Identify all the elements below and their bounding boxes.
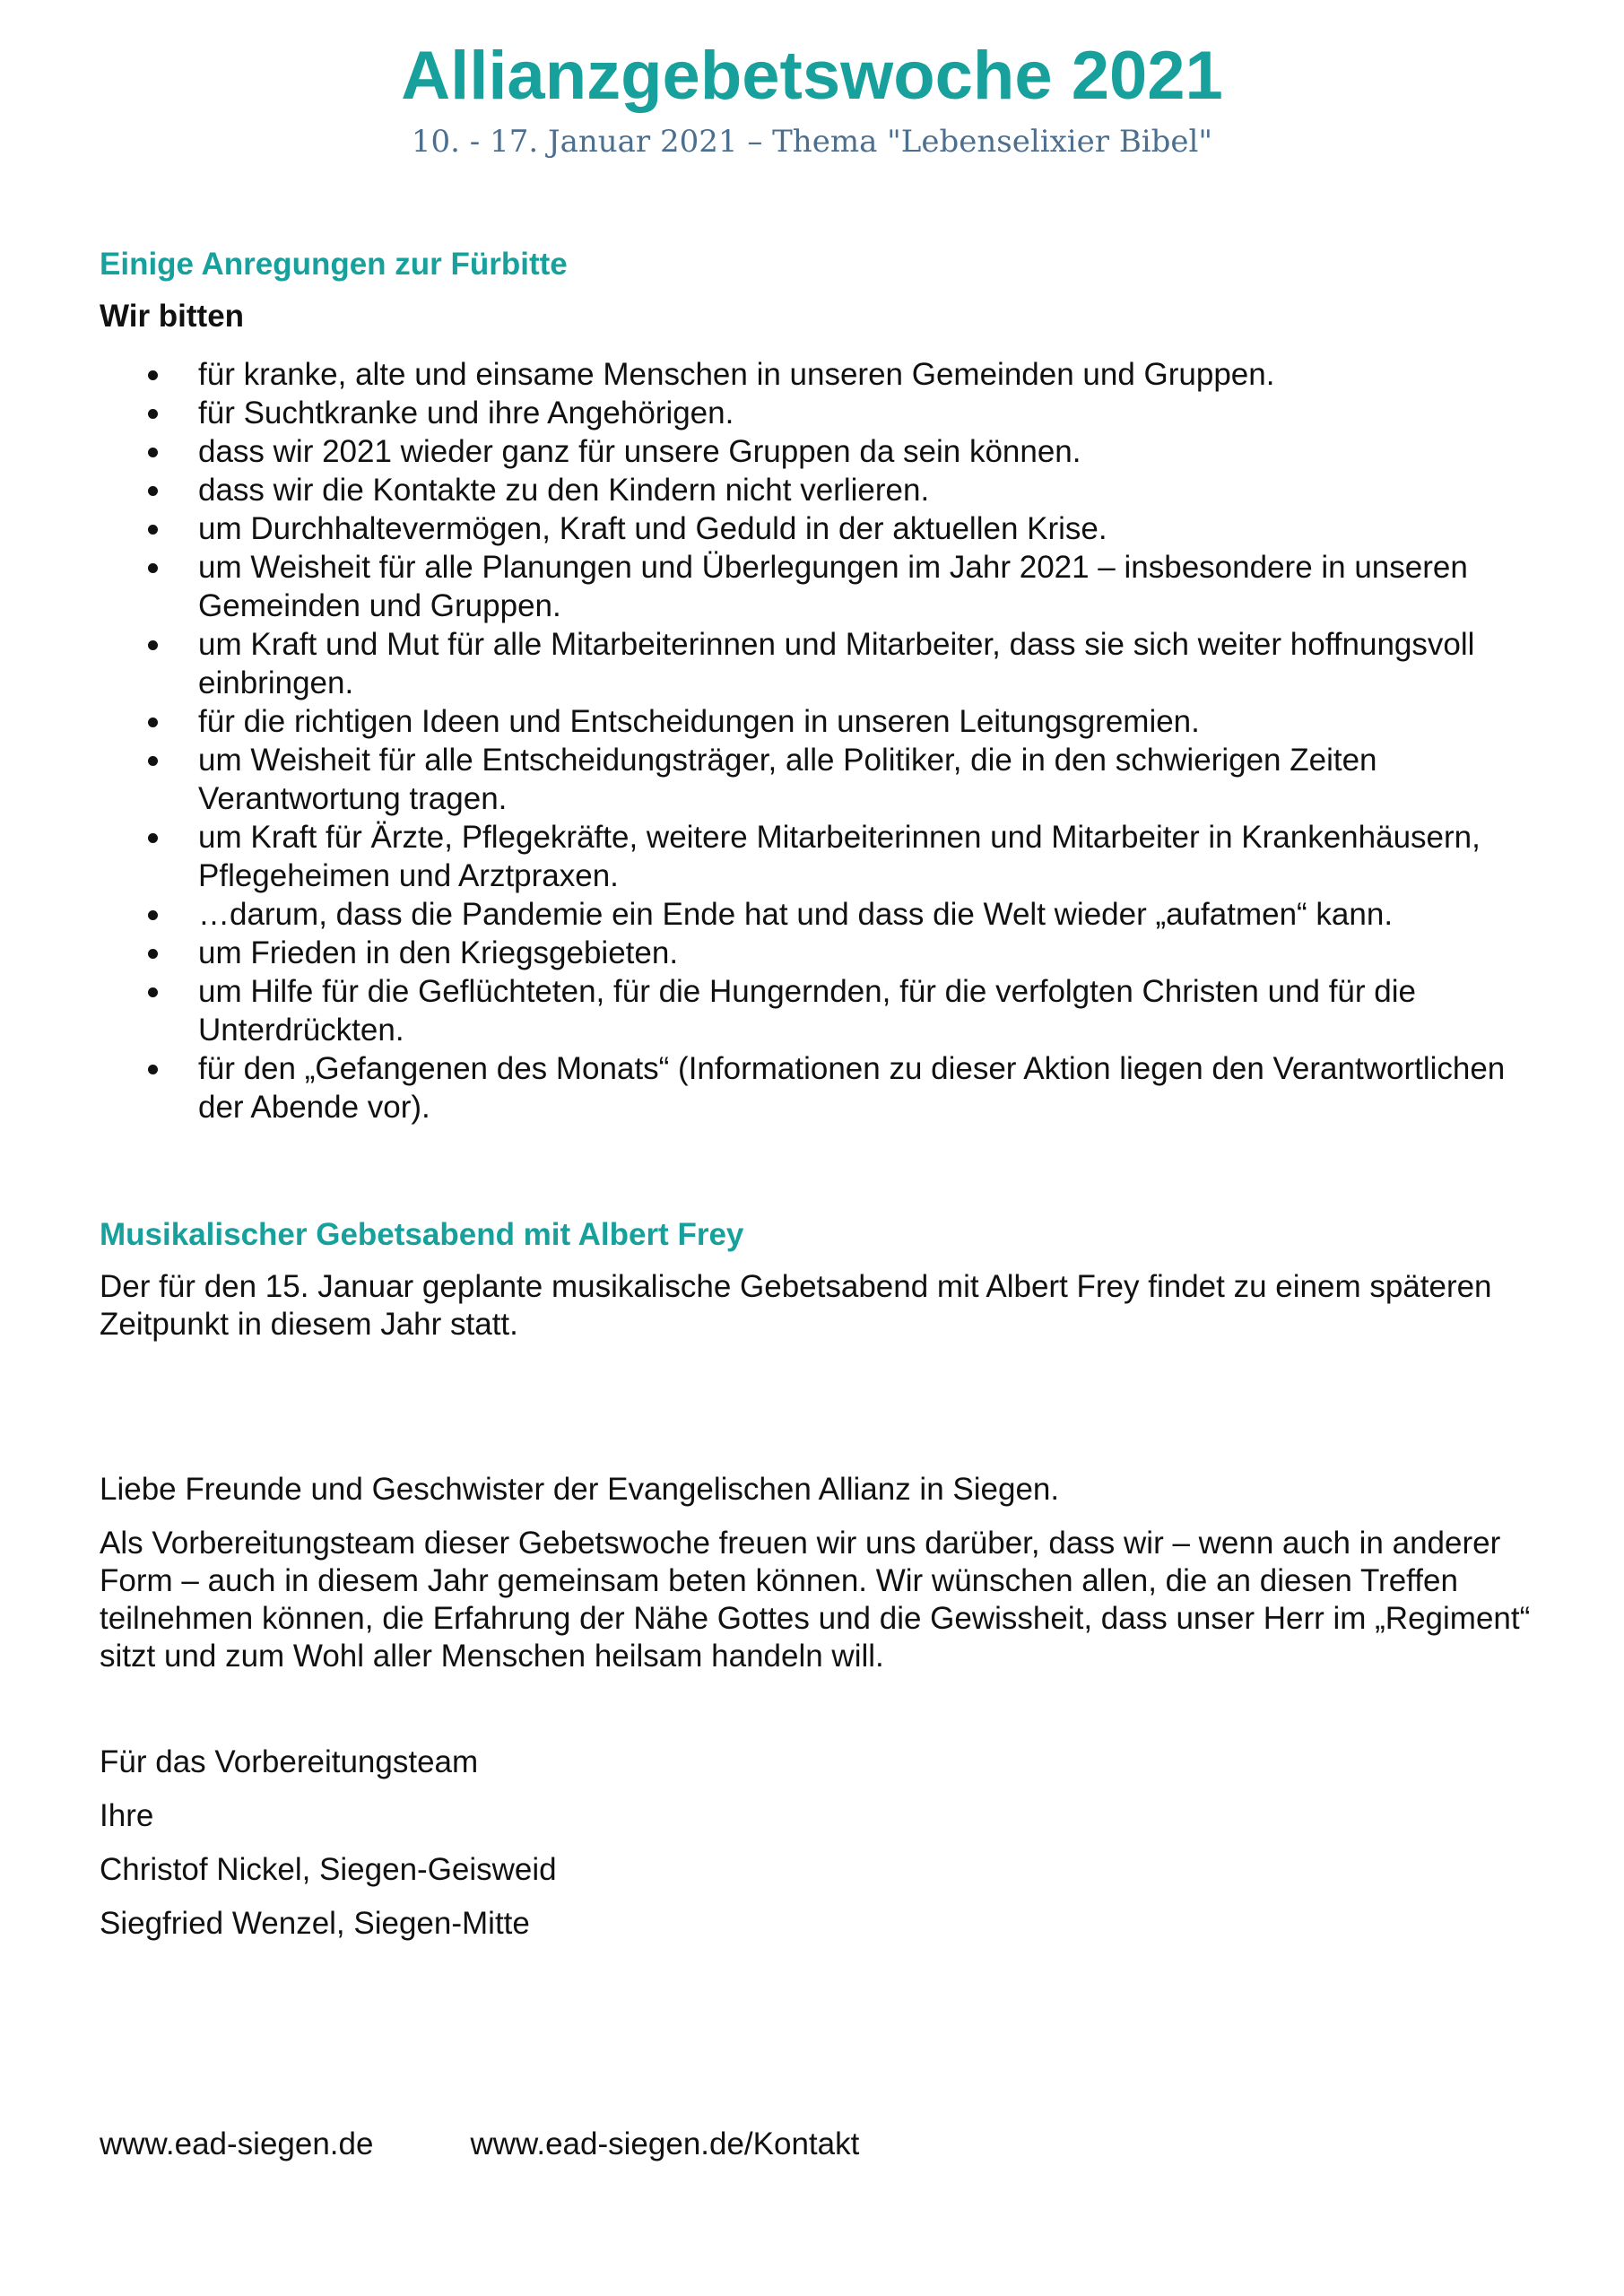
list-item: für kranke, alte und einsame Menschen in unseren Gemeinden und Gruppen.	[100, 355, 1552, 394]
intercession-section	[100, 246, 1552, 1126]
bullet-icon	[148, 756, 158, 766]
bullet-icon	[148, 409, 158, 419]
list-item: um Weisheit für alle Planungen und Überlegungen im Jahr 2021 – insbesondere in unseren Gemeinden und Gruppen.	[100, 548, 1552, 625]
page-title: Allianzgebetswoche 2021	[401, 38, 1223, 114]
letter-signer-2: Siegfried Wenzel, Siegen-Mitte	[100, 1906, 530, 1941]
letter-paragraph: Als Vorbereitungsteam dieser Gebetswoche freuen wir uns darüber, dass wir – wenn auch in anderer Form – auch in diesem Jahr gemeinsam beten können. Wir wünschen allen, die an diesen Treffen teilnehmen können, die Erfahrung der Nähe Gottes und die Gewissheit, dass unser Herr im „Regiment“ sitzt und zum Wohl aller Menschen heilsam handeln will.	[100, 1526, 1531, 1674]
bullet-icon	[148, 486, 158, 496]
bullet-icon	[148, 833, 158, 843]
footer-website-link[interactable]: www.ead-siegen.de	[100, 2126, 374, 2161]
footer-contact-link[interactable]: www.ead-siegen.de/Kontakt	[470, 2126, 860, 2161]
list-item: dass wir die Kontakte zu den Kindern nicht verlieren.	[100, 471, 1552, 509]
bullet-icon	[148, 525, 158, 535]
list-item: dass wir 2021 wieder ganz für unsere Gruppen da sein können.	[100, 432, 1552, 471]
intercession-heading: Einige Anregungen zur Fürbitte	[100, 247, 568, 282]
bullet-icon	[148, 910, 158, 920]
page-subtitle: 10. - 17. Januar 2021 – Thema "Lebenselixier Bibel"	[411, 124, 1213, 160]
bullet-icon	[148, 949, 158, 959]
footer	[100, 2126, 1552, 2163]
bullet-icon	[148, 1065, 158, 1074]
list-item: um Frieden in den Kriegsgebieten.	[100, 934, 1552, 972]
list-item: um Weisheit für alle Entscheidungsträger, alle Politiker, die in den schwierigen Zeiten Verantwortung tragen.	[100, 741, 1552, 818]
music-evening-heading: Musikalischer Gebetsabend mit Albert Frey	[100, 1217, 744, 1252]
letter-greeting: Liebe Freunde und Geschwister der Evangelischen Allianz in Siegen.	[100, 1472, 1060, 1507]
list-item: für Suchtkranke und ihre Angehörigen.	[100, 394, 1552, 432]
letter-closing: Für das Vorbereitungsteam	[100, 1744, 479, 1779]
list-item: für den „Gefangenen des Monats“ (Informationen zu dieser Aktion liegen den Verantwortlichen der Abende vor).	[100, 1049, 1552, 1126]
list-item: …darum, dass die Pandemie ein Ende hat und dass die Welt wieder „aufatmen“ kann.	[100, 895, 1552, 934]
music-evening-section	[100, 1216, 1552, 1344]
list-item: um Durchhaltevermögen, Kraft und Geduld in der aktuellen Krise.	[100, 509, 1552, 548]
music-evening-text: Der für den 15. Januar geplante musikalische Gebetsabend mit Albert Frey findet zu einem späteren Zeitpunkt in diesem Jahr statt.	[100, 1269, 1492, 1342]
list-item: um Kraft und Mut für alle Mitarbeiterinnen und Mitarbeiter, dass sie sich weiter hoffnungsvoll einbringen.	[100, 625, 1552, 702]
letter-signer-1: Christof Nickel, Siegen-Geisweid	[100, 1852, 557, 1887]
intercession-list	[100, 355, 1552, 1126]
letter-yours: Ihre	[100, 1798, 154, 1833]
intercession-lead: Wir bitten	[100, 299, 245, 334]
letter-section	[100, 1471, 1552, 1943]
bullet-icon	[148, 448, 158, 457]
bullet-icon	[148, 563, 158, 573]
bullet-icon	[148, 718, 158, 727]
bullet-icon	[148, 640, 158, 650]
bullet-icon	[148, 370, 158, 380]
list-item: für die richtigen Ideen und Entscheidungen in unseren Leitungsgremien.	[100, 702, 1552, 741]
list-item: um Hilfe für die Geflüchteten, für die Hungernden, für die verfolgten Christen und für die Unterdrückten.	[100, 972, 1552, 1049]
bullet-icon	[148, 987, 158, 997]
list-item: um Kraft für Ärzte, Pflegekräfte, weitere Mitarbeiterinnen und Mitarbeiter in Krankenhäusern, Pflegeheimen und Arztpraxen.	[100, 818, 1552, 895]
